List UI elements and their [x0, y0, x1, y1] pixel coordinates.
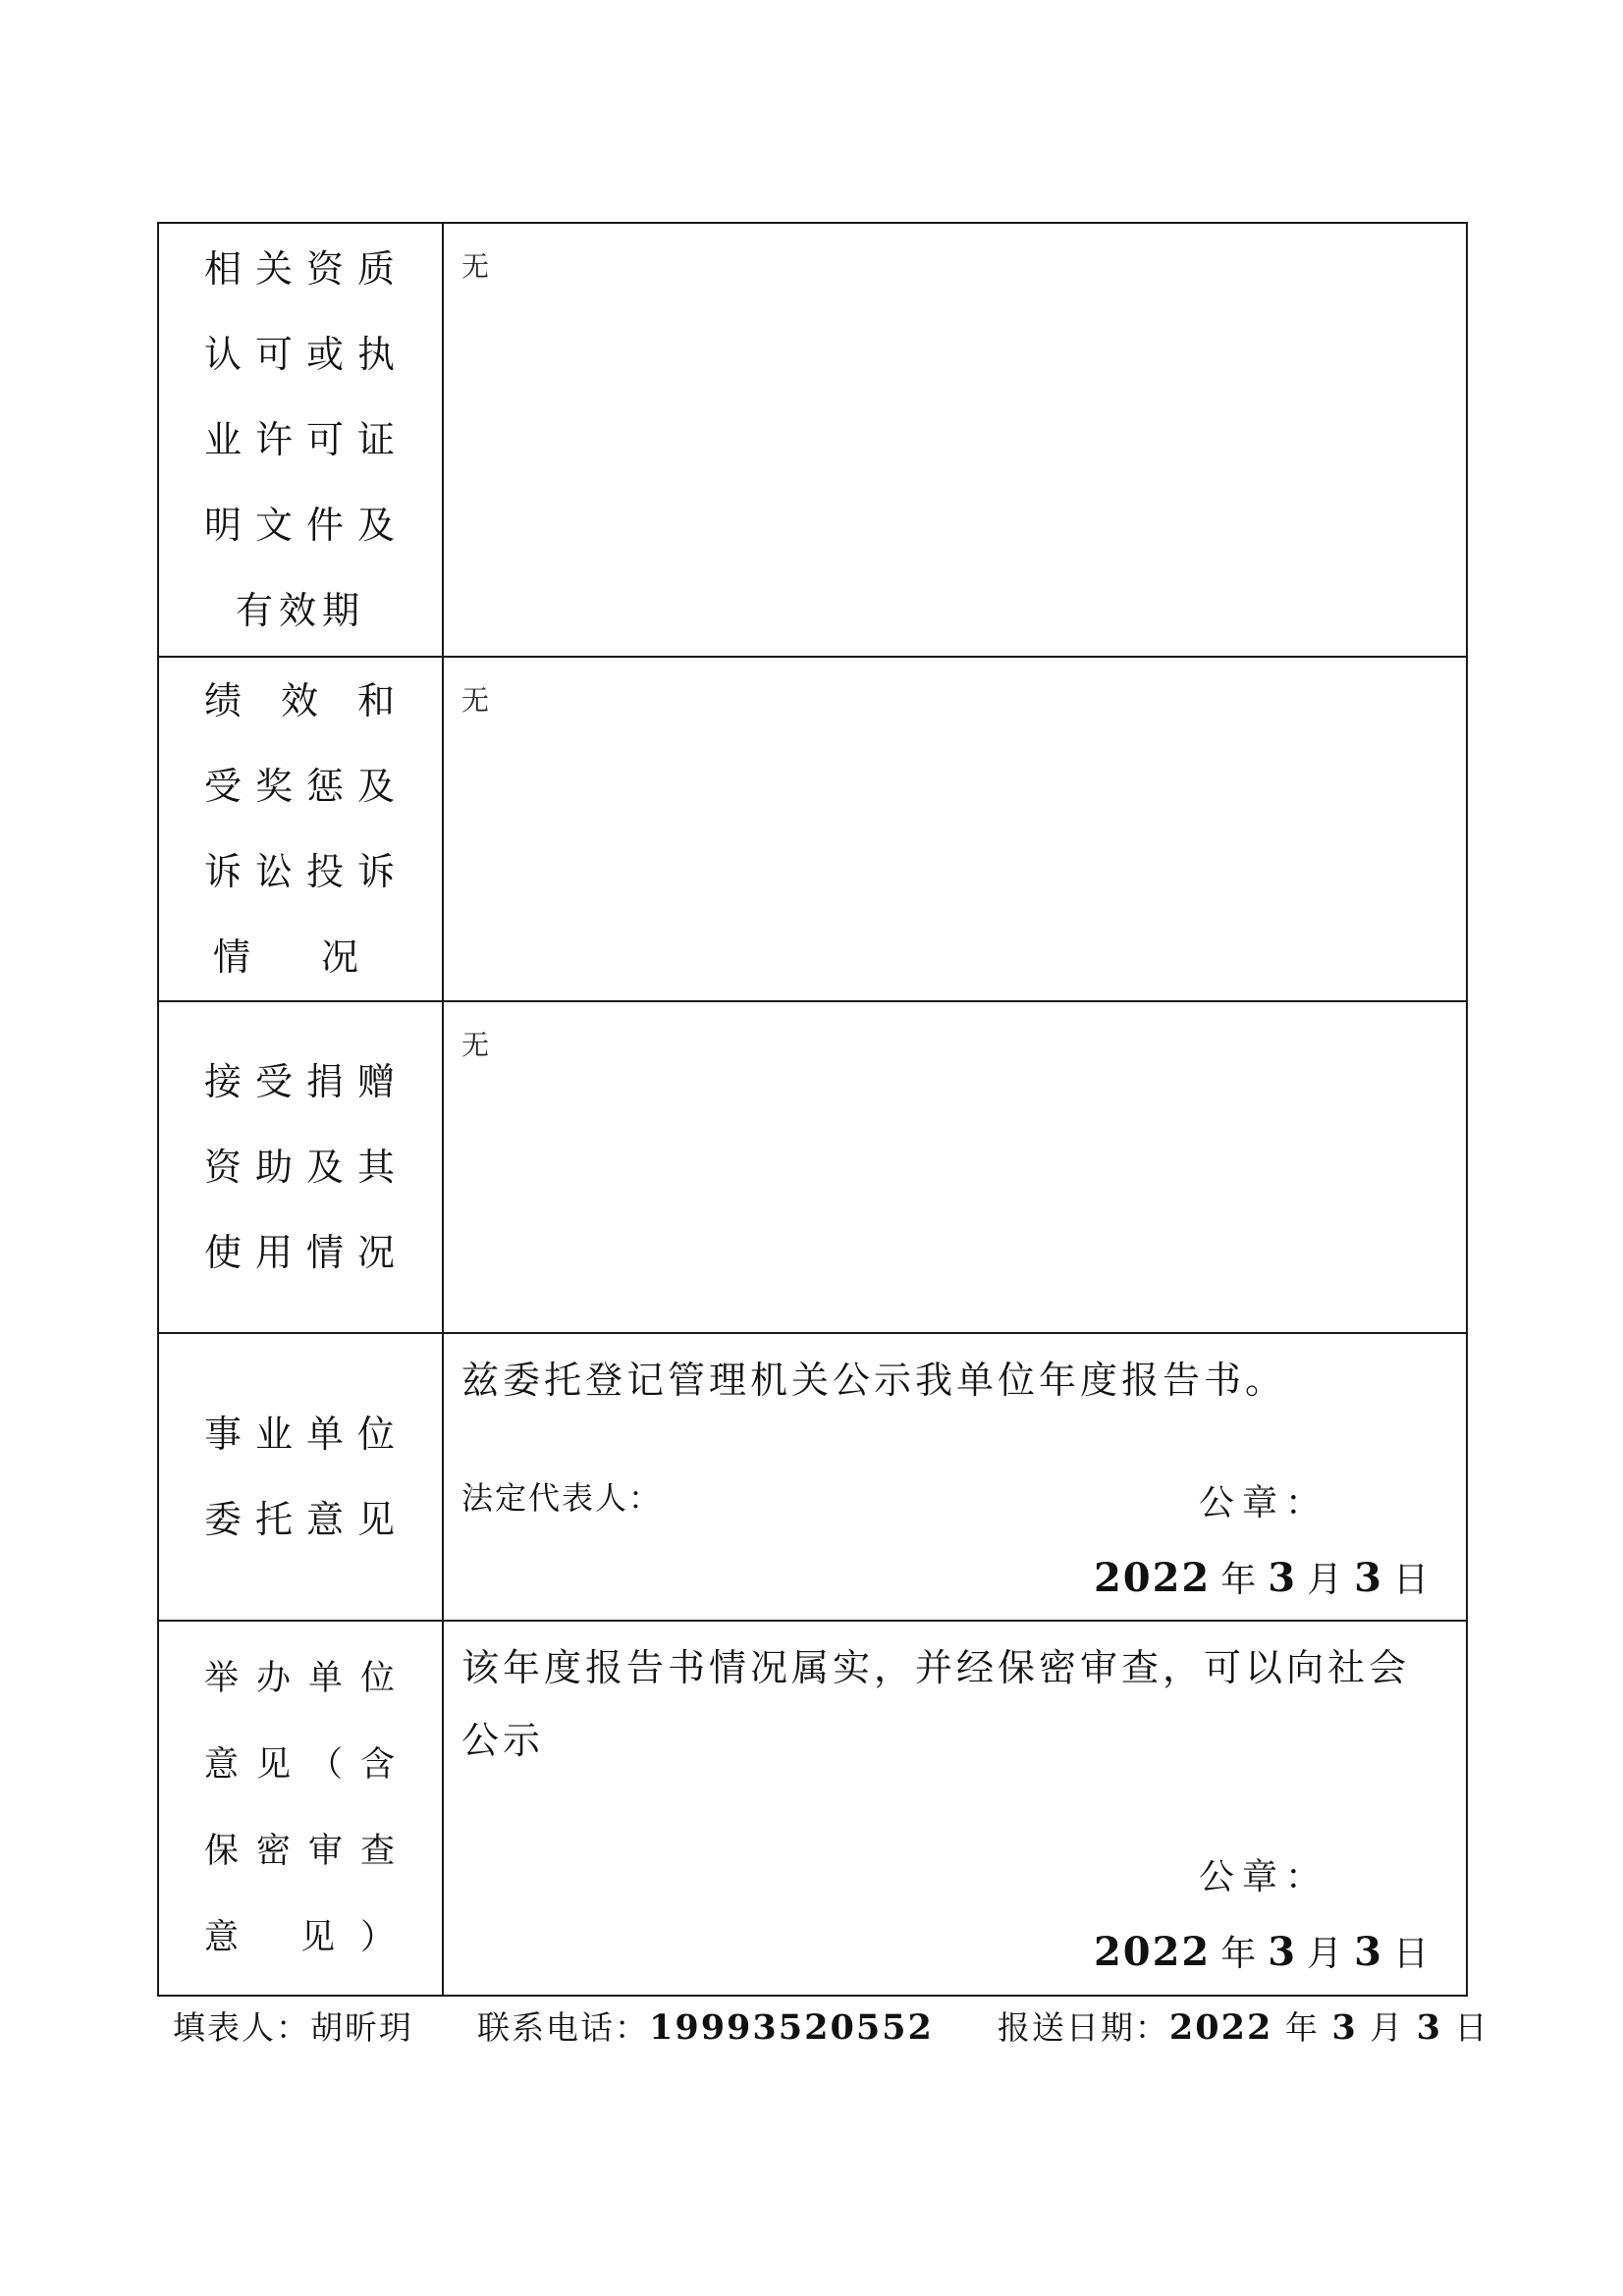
- donations-row: [158, 1001, 1467, 1333]
- sponsor-date-day: 3: [1354, 1929, 1383, 1975]
- submit-month-unit: 月: [1370, 2008, 1405, 2047]
- qualification-label-cell: [158, 223, 443, 657]
- qualification-label-line: 明文件及: [204, 503, 397, 547]
- sponsor-date-month-unit: 月: [1307, 1934, 1345, 1974]
- sponsor-date-year-unit: 年: [1220, 1934, 1259, 1974]
- performance-label: [204, 659, 397, 1000]
- sponsor-seal-label: 公章：: [1198, 1857, 1328, 1897]
- qualification-value: 无: [461, 250, 490, 283]
- filler-name: 胡昕玥: [310, 2008, 413, 2047]
- performance-value-cell: [443, 657, 1467, 1001]
- official-seal-label: 公章：: [1198, 1483, 1328, 1523]
- entrust-date: [1094, 1552, 1440, 1602]
- entrust-date-day: 3: [1354, 1555, 1383, 1601]
- donations-value-cell: [443, 1001, 1467, 1333]
- sponsor-row: [158, 1621, 1467, 1996]
- sponsor-label: [204, 1635, 397, 1981]
- submit-day: 3: [1416, 2007, 1443, 2048]
- performance-value: 无: [461, 684, 490, 717]
- entrust-label: [204, 1392, 397, 1563]
- submit-year-unit: 年: [1284, 2008, 1320, 2047]
- submit-year: 2022: [1168, 2007, 1273, 2048]
- entrust-label-cell: [158, 1333, 443, 1621]
- filler-label: 填表人：: [173, 2008, 310, 2047]
- sponsor-date: [1094, 1926, 1440, 1976]
- entrust-label-line: 委托意见: [204, 1497, 397, 1541]
- entrust-row: [158, 1333, 1467, 1621]
- performance-label-line: 绩 效 和: [204, 678, 397, 722]
- entrust-date-day-unit: 日: [1392, 1560, 1431, 1600]
- sponsor-date-month: 3: [1268, 1929, 1298, 1975]
- performance-row: [158, 657, 1467, 1001]
- sponsor-label-line: 意见（含: [204, 1745, 397, 1785]
- qualification-label: [204, 227, 397, 654]
- donations-label-line: 资助及其: [204, 1145, 397, 1189]
- phone-number: 19993520552: [649, 2007, 934, 2048]
- donations-value: 无: [461, 1029, 490, 1061]
- sponsor-statement-line1: 该年度报告书情况属实，并经保密审查，可以向社会: [461, 1646, 1411, 1689]
- sponsor-value-cell: [443, 1621, 1467, 1996]
- sponsor-label-line: 意 见）: [204, 1918, 397, 1957]
- qualification-label-line: 业许可证: [204, 417, 397, 461]
- performance-label-line: 受奖惩及: [204, 764, 397, 808]
- entrust-date-year-unit: 年: [1220, 1560, 1259, 1600]
- performance-label-line: 情 况: [212, 934, 389, 979]
- qualification-label-line: 认可或执: [204, 332, 397, 376]
- entrust-date-year: 2022: [1093, 1555, 1212, 1601]
- entrust-statement: 兹委托登记管理机关公示我单位年度报告书。: [461, 1359, 1287, 1402]
- form-footer: [173, 2002, 1489, 2049]
- submit-day-unit: 日: [1454, 2008, 1489, 2047]
- submit-date-label: 报送日期：: [997, 2008, 1169, 2047]
- qualification-label-line: 相关资质: [204, 246, 397, 291]
- entrust-date-month-unit: 月: [1307, 1560, 1345, 1600]
- qualification-row: [158, 223, 1467, 657]
- performance-label-line: 诉讼投诉: [204, 849, 397, 893]
- qualification-value-cell: [443, 223, 1467, 657]
- performance-label-cell: [158, 657, 443, 1001]
- sponsor-label-cell: [158, 1621, 443, 1996]
- donations-label-cell: [158, 1001, 443, 1333]
- sponsor-statement-line2: 公示: [461, 1719, 545, 1762]
- legal-representative-label: 法定代表人：: [461, 1479, 663, 1517]
- donations-label-line: 使用情况: [204, 1230, 397, 1274]
- sponsor-label-line: 举办单位: [204, 1659, 397, 1698]
- phone-label: 联系电话：: [477, 2008, 649, 2047]
- submit-month: 3: [1331, 2007, 1358, 2048]
- sponsor-date-day-unit: 日: [1392, 1934, 1431, 1974]
- sponsor-label-line: 保密审查: [204, 1832, 397, 1871]
- sponsor-date-year: 2022: [1093, 1929, 1212, 1975]
- entrust-date-month: 3: [1268, 1555, 1298, 1601]
- donations-label-line: 接受捐赠: [204, 1059, 397, 1103]
- entrust-value-cell: [443, 1333, 1467, 1621]
- annual-report-form-table: [157, 222, 1468, 1997]
- donations-label: [204, 1040, 397, 1296]
- qualification-label-line: 有效期: [235, 588, 365, 632]
- entrust-label-line: 事业单位: [204, 1412, 397, 1456]
